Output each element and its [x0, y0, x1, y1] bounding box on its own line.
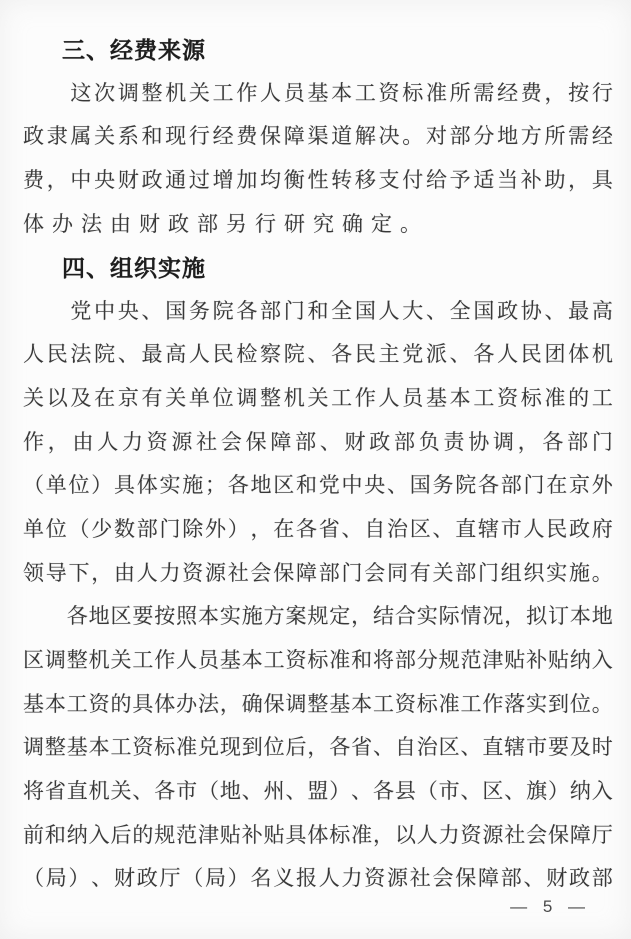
text-line: 各 地 区 要 按 照 本 实 施 方 案 规 定 ， 结 合 实 际 情 况 ， 拟 订 本 地 — [66, 605, 613, 629]
text-line: 将 省 直 机 关 、 各 市 （ 地 、 州 、 盟 ） 、 各 县 （ 市 、 区 、 旗 ） 纳 入 — [23, 779, 613, 803]
text-line: 党 中 央 、 国 务 院 各 部 门 和 全 国 人 大 、 全 国 政 协 、 最 高 — [70, 299, 613, 323]
text-line: （ 局 ） 、 财 政 厅 （ 局 ） 名 义 报 人 力 资 源 社 会 保 障 部 、 财 政 部 — [23, 867, 613, 891]
text-line: 领 导 下 ， 由 人 力 资 源 社 会 保 障 部 门 会 同 有 关 部 门 组 织 实 施 。 — [23, 561, 613, 585]
text-line: 关 以 及 在 京 有 关 单 位 调 整 机 关 工 作 人 员 基 本 工 资 标 准 的 工 — [23, 387, 613, 411]
text-line: 单 位 （ 少 数 部 门 除 外 ） ， 在 各 省 、 自 治 区 、 直 辖 市 人 民 政 府 — [23, 518, 613, 542]
text-line: 体办法由财政部另行研究确定。 — [23, 212, 429, 236]
text-line: 政 隶 属 关 系 和 现 行 经 费 保 障 渠 道 解 决 。 对 部 分 地 方 所 需 经 — [23, 125, 613, 149]
section-heading-organization-implementation: 四、组织实施 — [62, 255, 206, 282]
text-line: 费 ， 中 央 财 政 通 过 增 加 均 衡 性 转 移 支 付 给 予 适 当 补 助 ， 具 — [23, 168, 613, 192]
text-line: 基 本 工 资 的 具 体 办 法 ， 确 保 调 整 基 本 工 资 标 准 工 作 落 实 到 位 。 — [23, 692, 613, 716]
text-line: 调 整 基 本 工 资 标 准 兑 现 到 位 后 ， 各 省 、 自 治 区 、 直 辖 市 要 及 时 — [23, 736, 613, 760]
text-line: 人 民 法 院 、 最 高 人 民 检 察 院 、 各 民 主 党 派 、 各 人 民 团 体 机 — [23, 343, 613, 367]
text-line: 前 和 纳 入 后 的 规 范 津 贴 补 贴 具 体 标 准 ， 以 人 力 资 源 社 会 保 障 厅 — [23, 823, 613, 847]
text-line: （ 单 位 ） 具 体 实 施 ； 各 地 区 和 党 中 央 、 国 务 院 各 部 门 在 京 外 — [23, 474, 613, 498]
text-line: 作 ， 由 人 力 资 源 社 会 保 障 部 、 财 政 部 负 责 协 调 ， 各 部 门 — [23, 430, 613, 454]
text-column — [23, 36, 613, 909]
paragraph-funding-source — [23, 80, 613, 255]
paragraph-local-implementation — [23, 603, 613, 908]
paragraph-implementation-responsibility — [23, 298, 613, 603]
text-line: 这 次 调 整 机 关 工 作 人 员 基 本 工 资 标 准 所 需 经 费 ， 按 行 — [70, 81, 613, 105]
page-number: — 5 — — [510, 897, 587, 916]
text-line: 区 调 整 机 关 工 作 人 员 基 本 工 资 标 准 和 将 部 分 规 范 津 贴 补 贴 纳 入 — [23, 648, 613, 672]
section-heading-funding-source: 三、经费来源 — [62, 37, 206, 63]
